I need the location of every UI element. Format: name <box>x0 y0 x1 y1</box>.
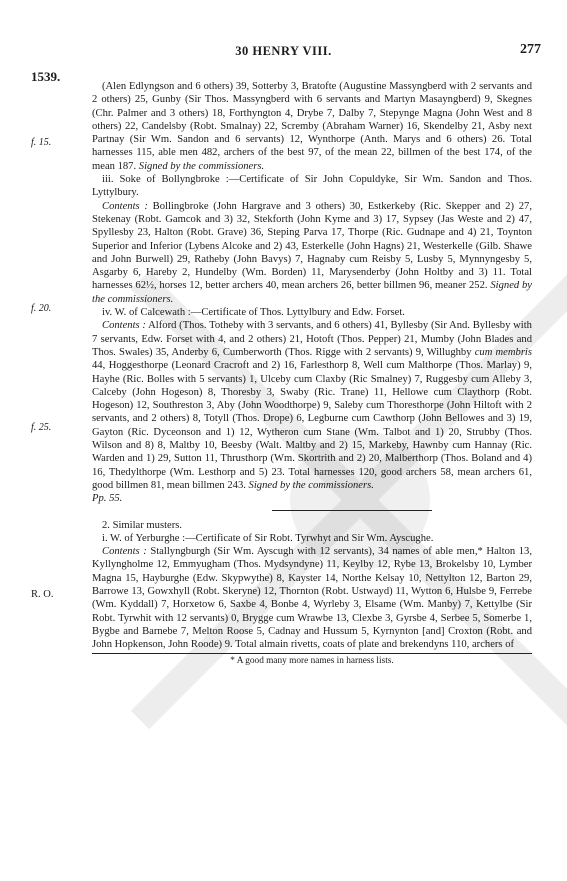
signature-note: Signed by the commissioners. <box>92 280 532 305</box>
year-marker: 1539. <box>31 69 61 84</box>
page-number: 277 <box>520 42 541 57</box>
footnote-divider <box>92 653 532 654</box>
paragraph: (Alen Edlyngson and 6 others) 39, Sotterby 3, Bratofte (Augustine Massyngberd with 2 servants and 2 others) 25, Gunby (Sir Thos. Massyngberd with 6 servants and Martyn Masayngberd) 9, Skegnes (Chr. Palmer and 3 others) 18, Forthyngton 4, Drybe 7, Dalby 7, Stepynge Magna (John West and 8 others) 22, Candelsby (Robt. Smalnay) 22, Scremby (Abraham Warner) 16, Skendelby 21, Asby next Partnay (Sir Wm. Sandon and 6 servants) 12, Wynthorpe (Anth. Marys and 6 others) 26. Total harnesses 115, able men 482, archers of the best 97, of the mean 22, billmen of the best 174, of the mean 187. Signed by the commissioners. <box>92 81 532 172</box>
section-heading: iii. Soke of Bollyngbroke :—Certificate of Sir John Copuldyke, Sir Wm. Sandon and Thos. Lyttylbury. <box>92 174 532 199</box>
contents-label: Contents : <box>102 200 148 212</box>
contents-label: Contents : <box>102 320 146 332</box>
pages-note: Pp. 55. <box>92 493 123 505</box>
divider <box>272 510 432 511</box>
paragraph: Contents : Alford (Thos. Totheby with 3 servants, and 6 others) 41, Byllesby (Sir And. Byllesby with 7 servants, Edw. Forset with 4, and 2 others) 21, Hotoft (Thos. Pepper) 21, Mumby (John Blades and Thos. Swales) 35, Anderby 6, Cumberworth (Thos. Rigge with 2 servants) 9, Willughby cum membris 44, Hoggesthorpe (Leonard Cracroft and 2) 16, Farlesthorp 8, Well cum Malthorpe (Thos. Marlay) 9, Hayhe (Ric. Bolles with 5 servants) 1, Ulceby cum Claxby (Ric Smalney) 7, Ruggesby cum Alleby 3, Calceby (John Hogeson) 8, Thoresby 3, Swaby (Ric. Trane) 11, Hellowe cum Claythorp (Robt. Hogeson) 12, Southreston 3, Aby (John Woodthorpe) 9, Saleby cum Thoresthorpe (John Hiltoft with 2 servants, and 2 others) 8, Totyll (Thos. Drope) 6, Legburne cum Cawthorp (John Bellowes and 3) 19, Gayton (Ric. Dyceonson and 1) 12, Wytheron cum Stane (Wm. Talbot and 1) 20, Strubby (Thos. Wilson and 8) 8, Maltby 10, Beesby (Walt. Maltby and 2) 15, Markeby, Hawnby cum Hannay (Ric. Warden and 1) 29, Sutton 11, Thrusthorp (Wm. Skortrith and 2) 20, Malberthorp (Thos. Boland and 4) 16, Thedylthorpe (Wm. Lesthorp and 5) 23. Total harnesses 120, good archers 58, mean archers 61, good billmen 81, mean billmen 243. Signed by the commissioners. <box>92 320 533 491</box>
footnote: * A good many more names in harness lists. <box>230 656 394 667</box>
signature-note: Signed by the commissioners. <box>248 479 374 491</box>
folio-note: f. 15. <box>31 137 52 148</box>
running-header-title: 30 HENRY VIII. <box>235 44 332 58</box>
signature-note: Signed by the commissioners. <box>138 160 265 172</box>
folio-note: f. 25. <box>31 422 52 433</box>
contents-label: Contents : <box>102 546 147 558</box>
paragraph: Contents : Bollingbroke (John Hargrave and 3 others) 30, Estkerkeby (Ric. Skepper and 2) 27, Stekenay (Robt. Gamcok and 3) 32, Stekforth (John Kyme and 3) 17, Sypsey (Jas Weste and 2) 47, Spyllesby 23, Halton (Robt. Grave) 36, Steping Parva 17, Thorpe (Ric. Gudnape and 4) 21, Toynton Superior and Inferior (Lybens Alcoke and 2) 43, Esterkelle (John Hagns) 21, Westerkelle (Gilb. Shawe and John Burwell) 29, Ratheby (John Bavys) 7, Hagnaby cum Reisby 5, Lusby 5, Mynnyngesby 5, Asgarby 6, Hareby 2, Hundelby (Wm. Borden) 11, Marysenderby (John Holtby and 3) 11. Total harnesses 62½, horses 12, better archers 40, mean archers 26, better billmen 96, meaner 252. Signed by the commissioners. <box>92 200 532 305</box>
section-heading: 2. Similar musters. <box>102 519 183 531</box>
document-body <box>92 80 532 669</box>
folio-note: f. 20. <box>31 303 52 314</box>
source-note: R. O. <box>31 589 54 600</box>
section-heading: i. W. of Yerburghe :—Certificate of Sir Robt. Tyrwhyt and Sir Wm. Ayscughe. <box>102 532 434 544</box>
paragraph: Contents : Stallyngburgh (Sir Wm. Ayscugh with 12 servants), 34 names of able men,* Halton 13, Kyllyngholme 12, Emmyugham (Thos. Mydsyndyne) 11, Keylby 12, Rybe 13, Brokelsby 10, Lymber Magna 15, Hayburghe (Edw. Skypwythe) 8, Kayster 14, Northe Kelsay 10, Nettylton 12, Barton 29, Barrowe 13, Gowxhyll (Robt. Skeryne) 12, Thornton (Robt. Ustwayd) 11, Wytton 6, Hulsbe 9, Ferrebe (Wm. Kyddall) 7, Horxetow 6, Saxbe 4, Bonbe 4, Wyrleby 3, Elsame (Wm. Manby) 7, Kettylbe (Sir Robt. Tyrwhit with 12 servants) 0, Brygge cum Wrawbe 13, Clexbe 3, Gyrsbe 4, Serbee 5, Somerbe 1, Bygbe and Barnebe 7, Melton Roose 5, Cadnay and Hussum 5, Kyrnynton [and] Croxton (Robt. and John Hopkenson, John Roode) 9. Total almain rivetts, coats of plate and brekendyns 110, archers of <box>92 546 532 651</box>
section-heading: iv. W. of Calcewath :—Certificate of Thos. Lyttylbury and Edw. Forset. <box>102 307 405 319</box>
